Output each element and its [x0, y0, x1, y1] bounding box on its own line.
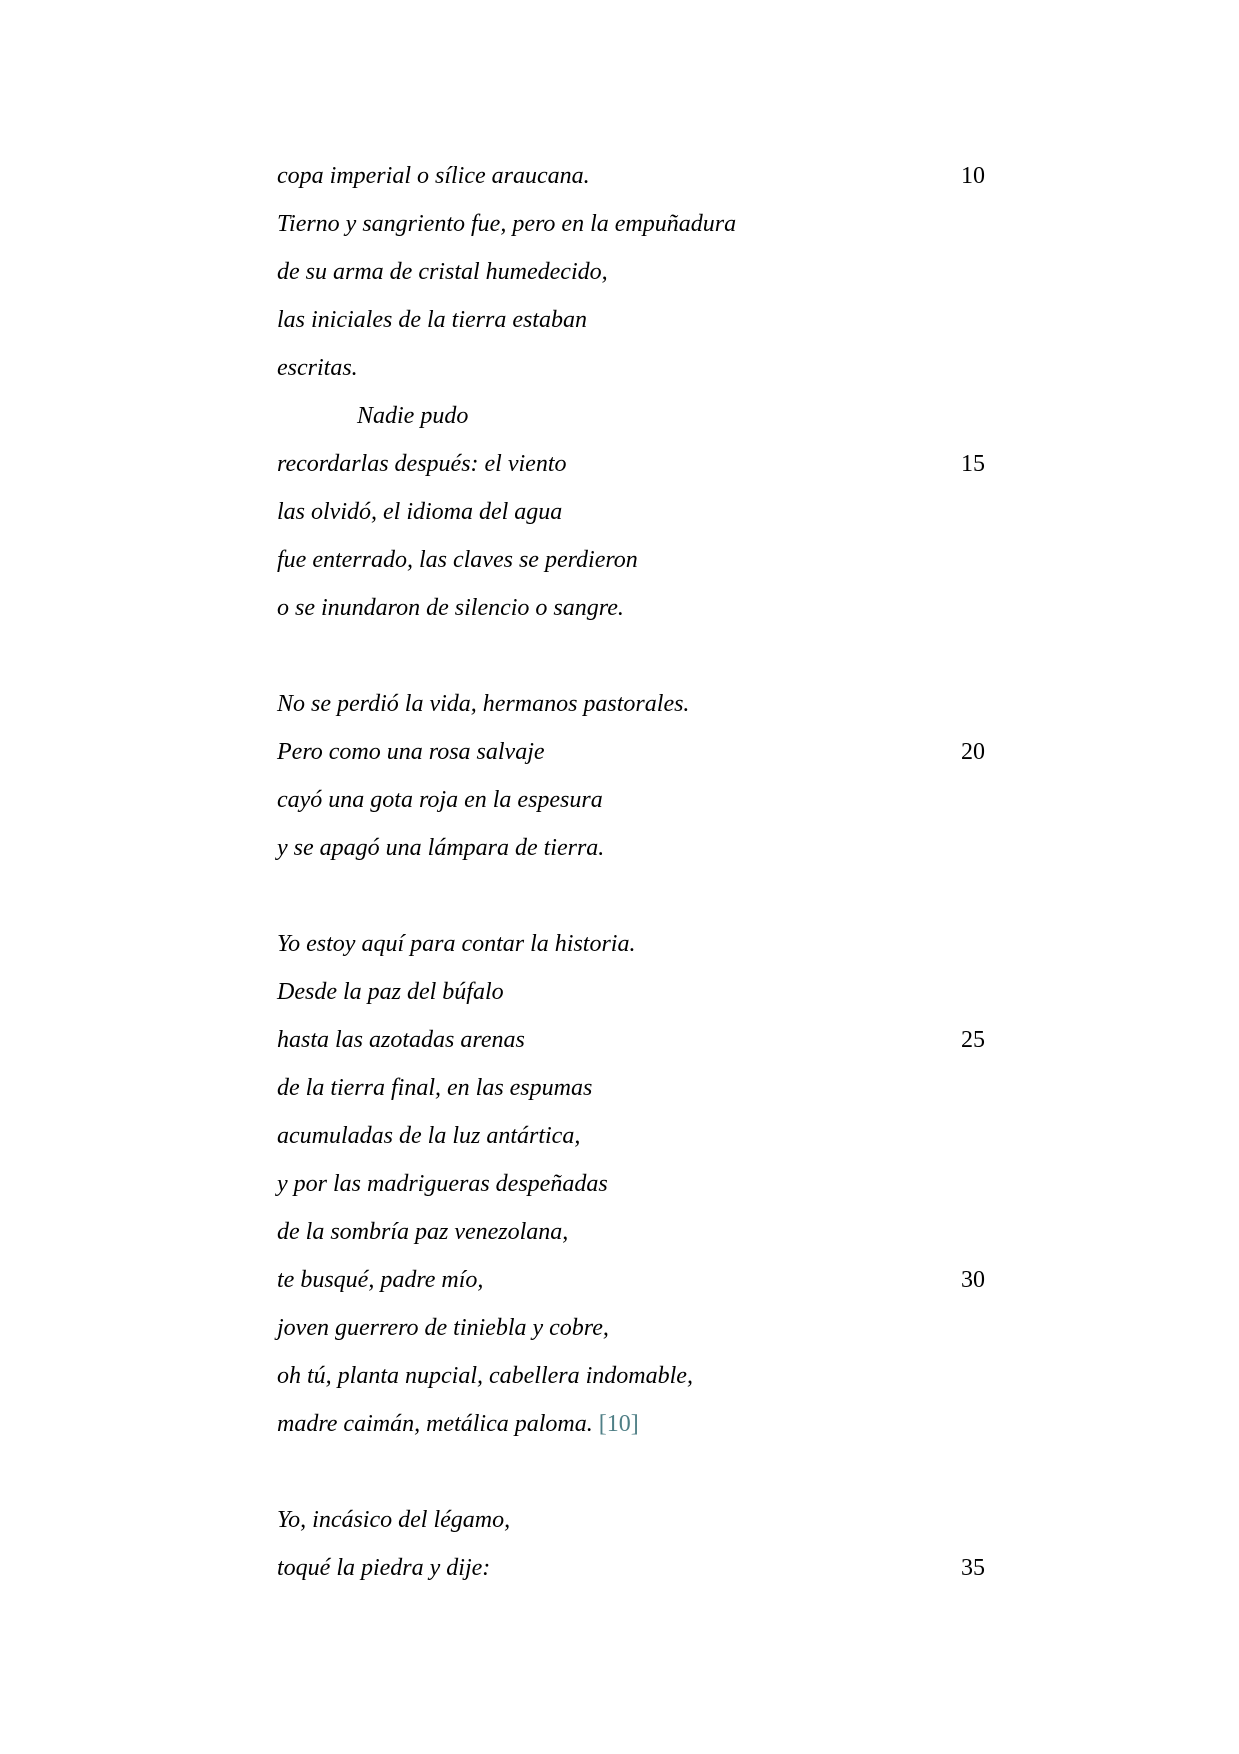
verse-text: recordarlas después: el viento [277, 451, 567, 477]
verse-text: Nadie pudo [357, 403, 469, 429]
verse-text: Yo, incásico del légamo, [277, 1507, 511, 1533]
poem-line [277, 392, 997, 440]
verse-text: hasta las azotadas arenas [277, 1027, 525, 1053]
verse-text: y por las madrigueras despeñadas [277, 1171, 608, 1197]
verse-text: o se inundaron de silencio o sangre. [277, 595, 624, 621]
poem-line [277, 1016, 997, 1064]
poem-line [277, 776, 997, 824]
poem-line [277, 248, 997, 296]
verse-text: Yo estoy aquí para contar la historia. [277, 931, 636, 957]
poem-line [277, 440, 997, 488]
verse-text: y se apagó una lámpara de tierra. [277, 835, 605, 861]
verse-text: de la tierra final, en las espumas [277, 1075, 593, 1101]
stanza-break [277, 872, 997, 920]
poem-line [277, 1160, 997, 1208]
poem-body [277, 152, 997, 1592]
verse-text: acumuladas de la luz antártica, [277, 1123, 581, 1149]
poem-line [277, 968, 997, 1016]
stanza-break [277, 1448, 997, 1496]
verse-text: te busqué, padre mío, [277, 1267, 484, 1293]
poem-line [277, 1496, 997, 1544]
poem-line [277, 296, 997, 344]
verse-text: madre caimán, metálica paloma. [277, 1411, 593, 1437]
verse-text: cayó una gota roja en la espesura [277, 787, 603, 813]
verse-text: de la sombría paz venezolana, [277, 1219, 569, 1245]
poem-line [277, 1256, 997, 1304]
poem-line [277, 1304, 997, 1352]
verse-text: fue enterrado, las claves se perdieron [277, 547, 638, 573]
poem-line [277, 1352, 997, 1400]
poem-line [277, 1208, 997, 1256]
verse-text: oh tú, planta nupcial, cabellera indomable, [277, 1363, 693, 1389]
poem-line [277, 344, 997, 392]
line-number: 10 [961, 163, 985, 189]
poem-line [277, 1064, 997, 1112]
poem-line [277, 152, 997, 200]
poem-line [277, 488, 997, 536]
verse-text: Desde la paz del búfalo [277, 979, 504, 1005]
poem-line [277, 1400, 997, 1448]
poem-line [277, 680, 997, 728]
poem-line [277, 1112, 997, 1160]
verse-text: de su arma de cristal humedecido, [277, 259, 608, 285]
verse-text: toqué la piedra y dije: [277, 1555, 491, 1581]
line-number: 15 [961, 451, 985, 477]
verse-text: las olvidó, el idioma del agua [277, 499, 563, 525]
line-number: 25 [961, 1027, 985, 1053]
poem-line [277, 1544, 997, 1592]
poem-line [277, 584, 997, 632]
line-number: 20 [961, 739, 985, 765]
footnote-link[interactable]: [10] [598, 1411, 639, 1437]
verse-text: Pero como una rosa salvaje [277, 739, 545, 765]
poem-line [277, 920, 997, 968]
verse-text: Tierno y sangriento fue, pero en la empuñadura [277, 211, 737, 237]
line-number: 30 [961, 1267, 985, 1293]
poem-line [277, 200, 997, 248]
poem-line [277, 824, 997, 872]
verse-text: copa imperial o sílice araucana. [277, 163, 590, 189]
poem-line [277, 728, 997, 776]
verse-text: No se perdió la vida, hermanos pastorales. [277, 691, 690, 717]
poem-line [277, 536, 997, 584]
verse-text: escritas. [277, 355, 358, 381]
verse-text: joven guerrero de tiniebla y cobre, [277, 1315, 609, 1341]
verse-text: las iniciales de la tierra estaban [277, 307, 587, 333]
stanza-break [277, 632, 997, 680]
line-number: 35 [961, 1555, 985, 1581]
